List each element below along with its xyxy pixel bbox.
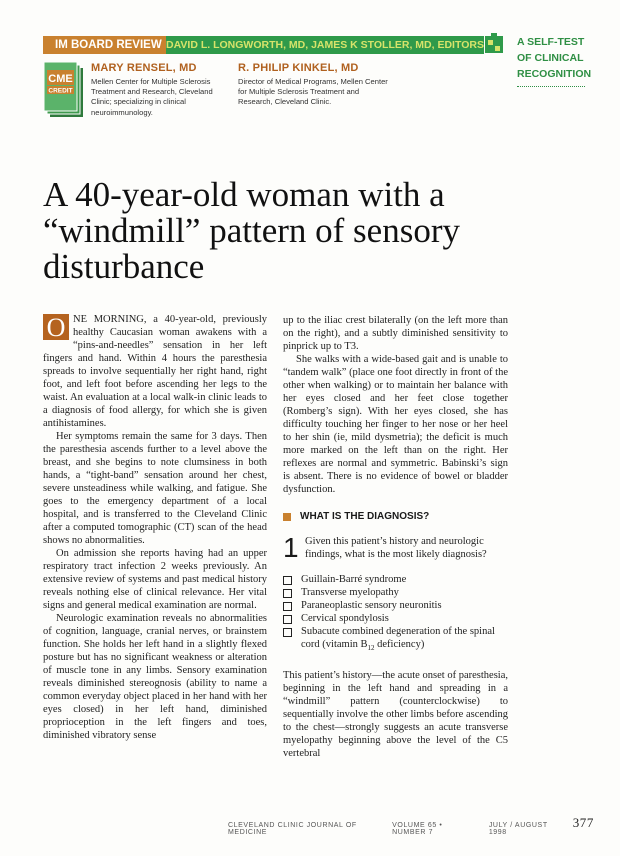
paragraph: up to the iliac crest bilaterally (on the left more than on the right), and a subtly diminished sensitivity to pinprick up to T3. [283, 315, 508, 352]
answer-option[interactable]: Guillain-Barré syndrome [283, 573, 508, 586]
paragraph: Neurologic examination reveals no abnormalities of cognition, language, cranial nerves, or brainstem function. She holds her left hand in a slightly flexed posture but has no significant weakness or alteration of muscle tone in any limbs. Sensory examination reveals diminished stereognosis (ability to name a common everyday object placed in her hand with her eyes closed) in her left hand, diminished proprioception in the left fingers and toes, diminished vibratory sense [43, 613, 267, 741]
answer-option[interactable]: Subacute combined degeneration of the spinal cord (vitamin $B_{12}$ deficiency) [283, 625, 508, 655]
issue-date: JULY / AUGUST 1998 [488, 822, 548, 836]
text-column-right [283, 314, 508, 760]
volume-number: VOLUME 65 • NUMBER 7 [392, 822, 443, 836]
puzzle-icon [484, 33, 504, 55]
page-footer [228, 815, 594, 836]
answer-options [283, 573, 508, 655]
answer-option[interactable]: Cervical spondylosis [283, 612, 508, 625]
checkbox-icon[interactable] [283, 589, 292, 598]
cme-credit-badge [44, 62, 84, 118]
paragraph: a 40-year-old, previously healthy Caucasian woman awakens with a “pins-and-needles” sensation in her left fingers and hand. Within 4 hours the paresthesia spreads to involve sequentially her right hand, right foot, and left foot before ascending her legs to the waist. An evaluation at a local walk-in clinic leads to a diagnosis of food allergy, for which she is given antihistamines. [43, 314, 267, 429]
text-column-left [43, 313, 267, 742]
square-bullet-icon [283, 513, 291, 521]
dotted-divider [517, 86, 585, 87]
article-title: A 40-year-old woman with a “windmill” pattern of sensory disturbance [43, 175, 460, 286]
checkbox-icon[interactable] [283, 628, 292, 637]
journal-name: CLEVELAND CLINIC JOURNAL OF MEDICINE [228, 822, 357, 836]
paragraph: On admission she reports having had an upper respiratory tract infection 2 weeks previously. An extensive review of systems and past medical history reveals nothing else of clinical relevance. Her vital signs and general medical examination are normal. [43, 548, 267, 611]
editors-banner: DAVID L. LONGWORTH, MD, JAMES K STOLLER, MD, EDITORS [166, 36, 484, 54]
question-number: 1 [283, 532, 299, 563]
question [283, 532, 508, 563]
cme-text: CME [48, 73, 73, 85]
author-affiliation: Director of Medical Programs, Mellen Center for Multiple Sclerosis Treatment and Research, Cleveland Clinic. [238, 77, 388, 107]
series-banner: IM BOARD REVIEW [43, 36, 166, 54]
answer-option[interactable]: Paraneoplastic sensory neuronitis [283, 599, 508, 612]
paragraph: Her symptoms remain the same for 3 days. Then the paresthesia ascends further to a level above the breast, and she begins to note clumsiness in both hands, a “tight-band” sensation around her chest, severe unsteadiness while walking, and fatigue. She goes to the emergency department of a local hospital, and is transferred to the Cleveland Clinic after a computed tomographic (CT) scan of the head shows no abnormalities. [43, 431, 267, 546]
author-affiliation: Mellen Center for Multiple Sclerosis Treatment and Research, Cleveland Clinic; specializing in clinical neuroimmunology. [91, 77, 213, 117]
author-name: MARY RENSEL, MD [91, 62, 197, 74]
checkbox-icon[interactable] [283, 602, 292, 611]
section-heading-text: WHAT IS THE DIAGNOSIS? [300, 511, 430, 522]
author-block [238, 62, 388, 108]
checkbox-icon[interactable] [283, 576, 292, 585]
author-block [91, 62, 231, 118]
question-text: Given this patient’s history and neurologic findings, what is the most likely diagnosis? [305, 536, 487, 560]
credit-text: CREDIT [48, 87, 73, 95]
paragraph: She walks with a wide-based gait and is unable to “tandem walk” (place one foot directly in front of the other when walking) or to maintain her balance with her eyes closed and her feet close together (Romberg’s sign). With her eyes closed, she has difficulty touching her finger to her nose or her heel to her shin (ie, mild dysmetria); the deficit is much more marked on the left than on the right. Her reflexes are normal and symmetric. Babinski’s sign is absent. There is no evidence of bowel or bladder dysfunction. [283, 354, 508, 495]
answer-option[interactable]: Transverse myelopathy [283, 586, 508, 599]
section-label: A SELF-TEST OF CLINICAL RECOGNITION [517, 36, 592, 80]
author-name: R. PHILIP KINKEL, MD [238, 62, 359, 74]
page-number: 377 [572, 815, 594, 830]
checkbox-icon[interactable] [283, 615, 292, 624]
lead-in: NE MORNING, [73, 314, 147, 325]
section-heading [283, 510, 508, 523]
paragraph: This patient’s history—the acute onset of paresthesia, beginning in the left hand and spreading in a “windmill” pattern (counterclockwise) to sequentially involve the other limbs before ascending to the chest—strongly suggests an acute transverse myelopathy beginning above the level of the C5 vertebral [283, 670, 508, 760]
drop-cap: O [43, 314, 69, 340]
